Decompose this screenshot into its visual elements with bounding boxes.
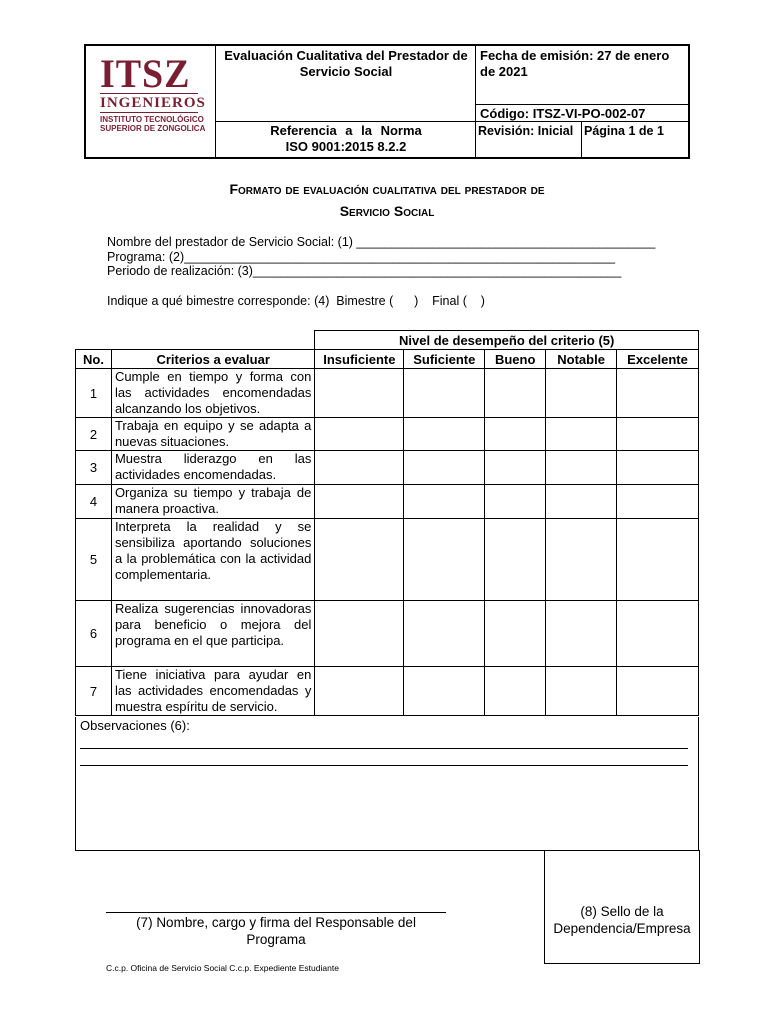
table-row <box>76 601 699 667</box>
document-title: Evaluación Cualitativa del Prestador de Servicio Social <box>224 48 468 79</box>
table-row <box>76 418 699 451</box>
rating-cell[interactable] <box>546 601 617 667</box>
rating-cell[interactable] <box>315 418 404 451</box>
rating-cell[interactable] <box>617 485 699 519</box>
rating-cell[interactable] <box>617 601 699 667</box>
rating-cell[interactable] <box>315 519 404 601</box>
document-header <box>84 44 690 159</box>
rating-cell[interactable] <box>546 418 617 451</box>
level-header: Suficiente <box>404 350 485 369</box>
row-number: 2 <box>76 418 112 451</box>
seal-label-line1: (8) Sello de la <box>580 904 664 919</box>
row-number: 7 <box>76 667 112 716</box>
performance-level-header: Nivel de desempeño del criterio (5) <box>315 331 699 350</box>
rating-cell[interactable] <box>404 451 485 485</box>
rating-cell[interactable] <box>404 369 485 418</box>
institution-logo <box>100 51 210 133</box>
rating-cell[interactable] <box>315 667 404 716</box>
rating-cell[interactable] <box>485 601 546 667</box>
col-criteria-header: Criterios a evaluar <box>111 350 314 369</box>
rating-cell[interactable] <box>485 418 546 451</box>
table-row <box>76 369 699 418</box>
criterion-text: Cumple en tiempo y forma con las actividades encomendadas alcanzando los objetivos. <box>111 369 314 418</box>
rating-cell[interactable] <box>546 667 617 716</box>
criterion-text: Muestra liderazgo en las actividades encomendadas. <box>111 451 314 485</box>
logo-line1: INSTITUTO TECNOLÓGICO <box>100 115 204 124</box>
rating-cell[interactable] <box>617 667 699 716</box>
rating-cell[interactable] <box>404 418 485 451</box>
col-no-header: No. <box>76 350 112 369</box>
form-fields <box>107 235 655 279</box>
rating-cell[interactable] <box>546 369 617 418</box>
rating-cell[interactable] <box>546 485 617 519</box>
document-code: Código: ITSZ-VI-PO-002-07 <box>480 106 646 121</box>
rating-cell[interactable] <box>404 667 485 716</box>
rating-cell[interactable] <box>404 485 485 519</box>
rating-cell[interactable] <box>404 519 485 601</box>
table-row <box>76 485 699 519</box>
emission-date: Fecha de emisión: 27 de enero de 2021 <box>480 48 670 79</box>
signature-label-line2: Programa <box>246 932 306 947</box>
rating-cell[interactable] <box>485 451 546 485</box>
signature-label-line1: (7) Nombre, cargo y firma del Responsable del <box>136 915 416 930</box>
field-program[interactable]: Programa: (2)______________________________________________________________ <box>107 249 616 264</box>
header-divider <box>475 46 476 157</box>
field-period[interactable]: Periodo de realización: (3)_____________________________________________________ <box>107 264 622 278</box>
revision: Revisión: Inicial <box>478 124 574 138</box>
page-number: Página 1 de 1 <box>584 124 664 138</box>
norm-reference-line1: Referencia a la Norma <box>270 123 422 138</box>
observations-label: Observaciones (6): <box>80 718 190 733</box>
logo-line2: SUPERIOR DE ZONGOLICA <box>100 124 206 133</box>
rating-cell[interactable] <box>617 418 699 451</box>
table-row <box>76 451 699 485</box>
table-row <box>76 667 699 716</box>
rating-cell[interactable] <box>485 369 546 418</box>
rating-cell[interactable] <box>404 601 485 667</box>
rating-cell[interactable] <box>485 667 546 716</box>
criterion-text: Realiza sugerencias innovadoras para beneficio o mejora del programa en el que participa. <box>111 601 314 667</box>
table-header-row <box>76 350 699 369</box>
level-header: Insuficiente <box>315 350 404 369</box>
observations-line <box>80 765 688 766</box>
field-bimester[interactable]: Indique a qué bimestre corresponde: (4) Bimestre ( ) Final ( ) <box>107 294 485 308</box>
header-divider <box>215 46 216 157</box>
form-title <box>84 178 690 222</box>
signature-label <box>106 914 446 948</box>
rating-cell[interactable] <box>485 485 546 519</box>
observations-box[interactable] <box>75 717 699 851</box>
seal-label-line2: Dependencia/Empresa <box>553 921 691 936</box>
rating-cell[interactable] <box>315 485 404 519</box>
rating-cell[interactable] <box>315 601 404 667</box>
row-number: 5 <box>76 519 112 601</box>
norm-reference <box>220 123 472 155</box>
norm-reference-line2: ISO 9001:2015 8.2.2 <box>285 139 407 154</box>
rating-cell[interactable] <box>617 369 699 418</box>
signature-line <box>106 912 446 913</box>
field-name[interactable]: Nombre del prestador de Servicio Social: (1) ___________________________________________ <box>107 235 656 249</box>
row-number: 1 <box>76 369 112 418</box>
form-title-line2: Servicio Social <box>339 203 435 219</box>
rating-cell[interactable] <box>546 451 617 485</box>
table-row <box>76 519 699 601</box>
row-number: 6 <box>76 601 112 667</box>
header-divider <box>475 104 688 105</box>
table-corner <box>76 331 315 350</box>
row-number: 4 <box>76 485 112 519</box>
level-header: Excelente <box>617 350 699 369</box>
rating-cell[interactable] <box>617 519 699 601</box>
form-title-line1: Formato de evaluación cualitativa del prestador de <box>229 181 545 197</box>
criterion-text: Tiene iniciativa para ayudar en las actividades encomendadas y muestra espíritu de servicio. <box>111 667 314 716</box>
criterion-text: Trabaja en equipo y se adapta a nuevas situaciones. <box>111 418 314 451</box>
observations-line <box>80 748 688 749</box>
logo-sub: INGENIEROS <box>100 95 206 111</box>
seal-label <box>545 903 699 937</box>
rating-cell[interactable] <box>315 451 404 485</box>
level-header: Bueno <box>485 350 546 369</box>
criteria-table <box>75 330 699 716</box>
rating-cell[interactable] <box>315 369 404 418</box>
rating-cell[interactable] <box>485 519 546 601</box>
level-header: Notable <box>546 350 617 369</box>
rating-cell[interactable] <box>617 451 699 485</box>
row-number: 3 <box>76 451 112 485</box>
seal-box <box>544 850 700 964</box>
logo-rule <box>100 112 198 113</box>
logo-rule <box>100 93 198 94</box>
criterion-text: Interpreta la realidad y se sensibiliza aportando soluciones a la problemática con la actividad complementaria. <box>111 519 314 601</box>
copy-footer: C.c.p. Oficina de Servicio Social C.c.p. Expediente Estudiante <box>106 963 339 973</box>
criterion-text: Organiza su tiempo y trabaja de manera proactiva. <box>111 485 314 519</box>
rating-cell[interactable] <box>546 519 617 601</box>
logo-main: ITSZ <box>100 51 191 96</box>
